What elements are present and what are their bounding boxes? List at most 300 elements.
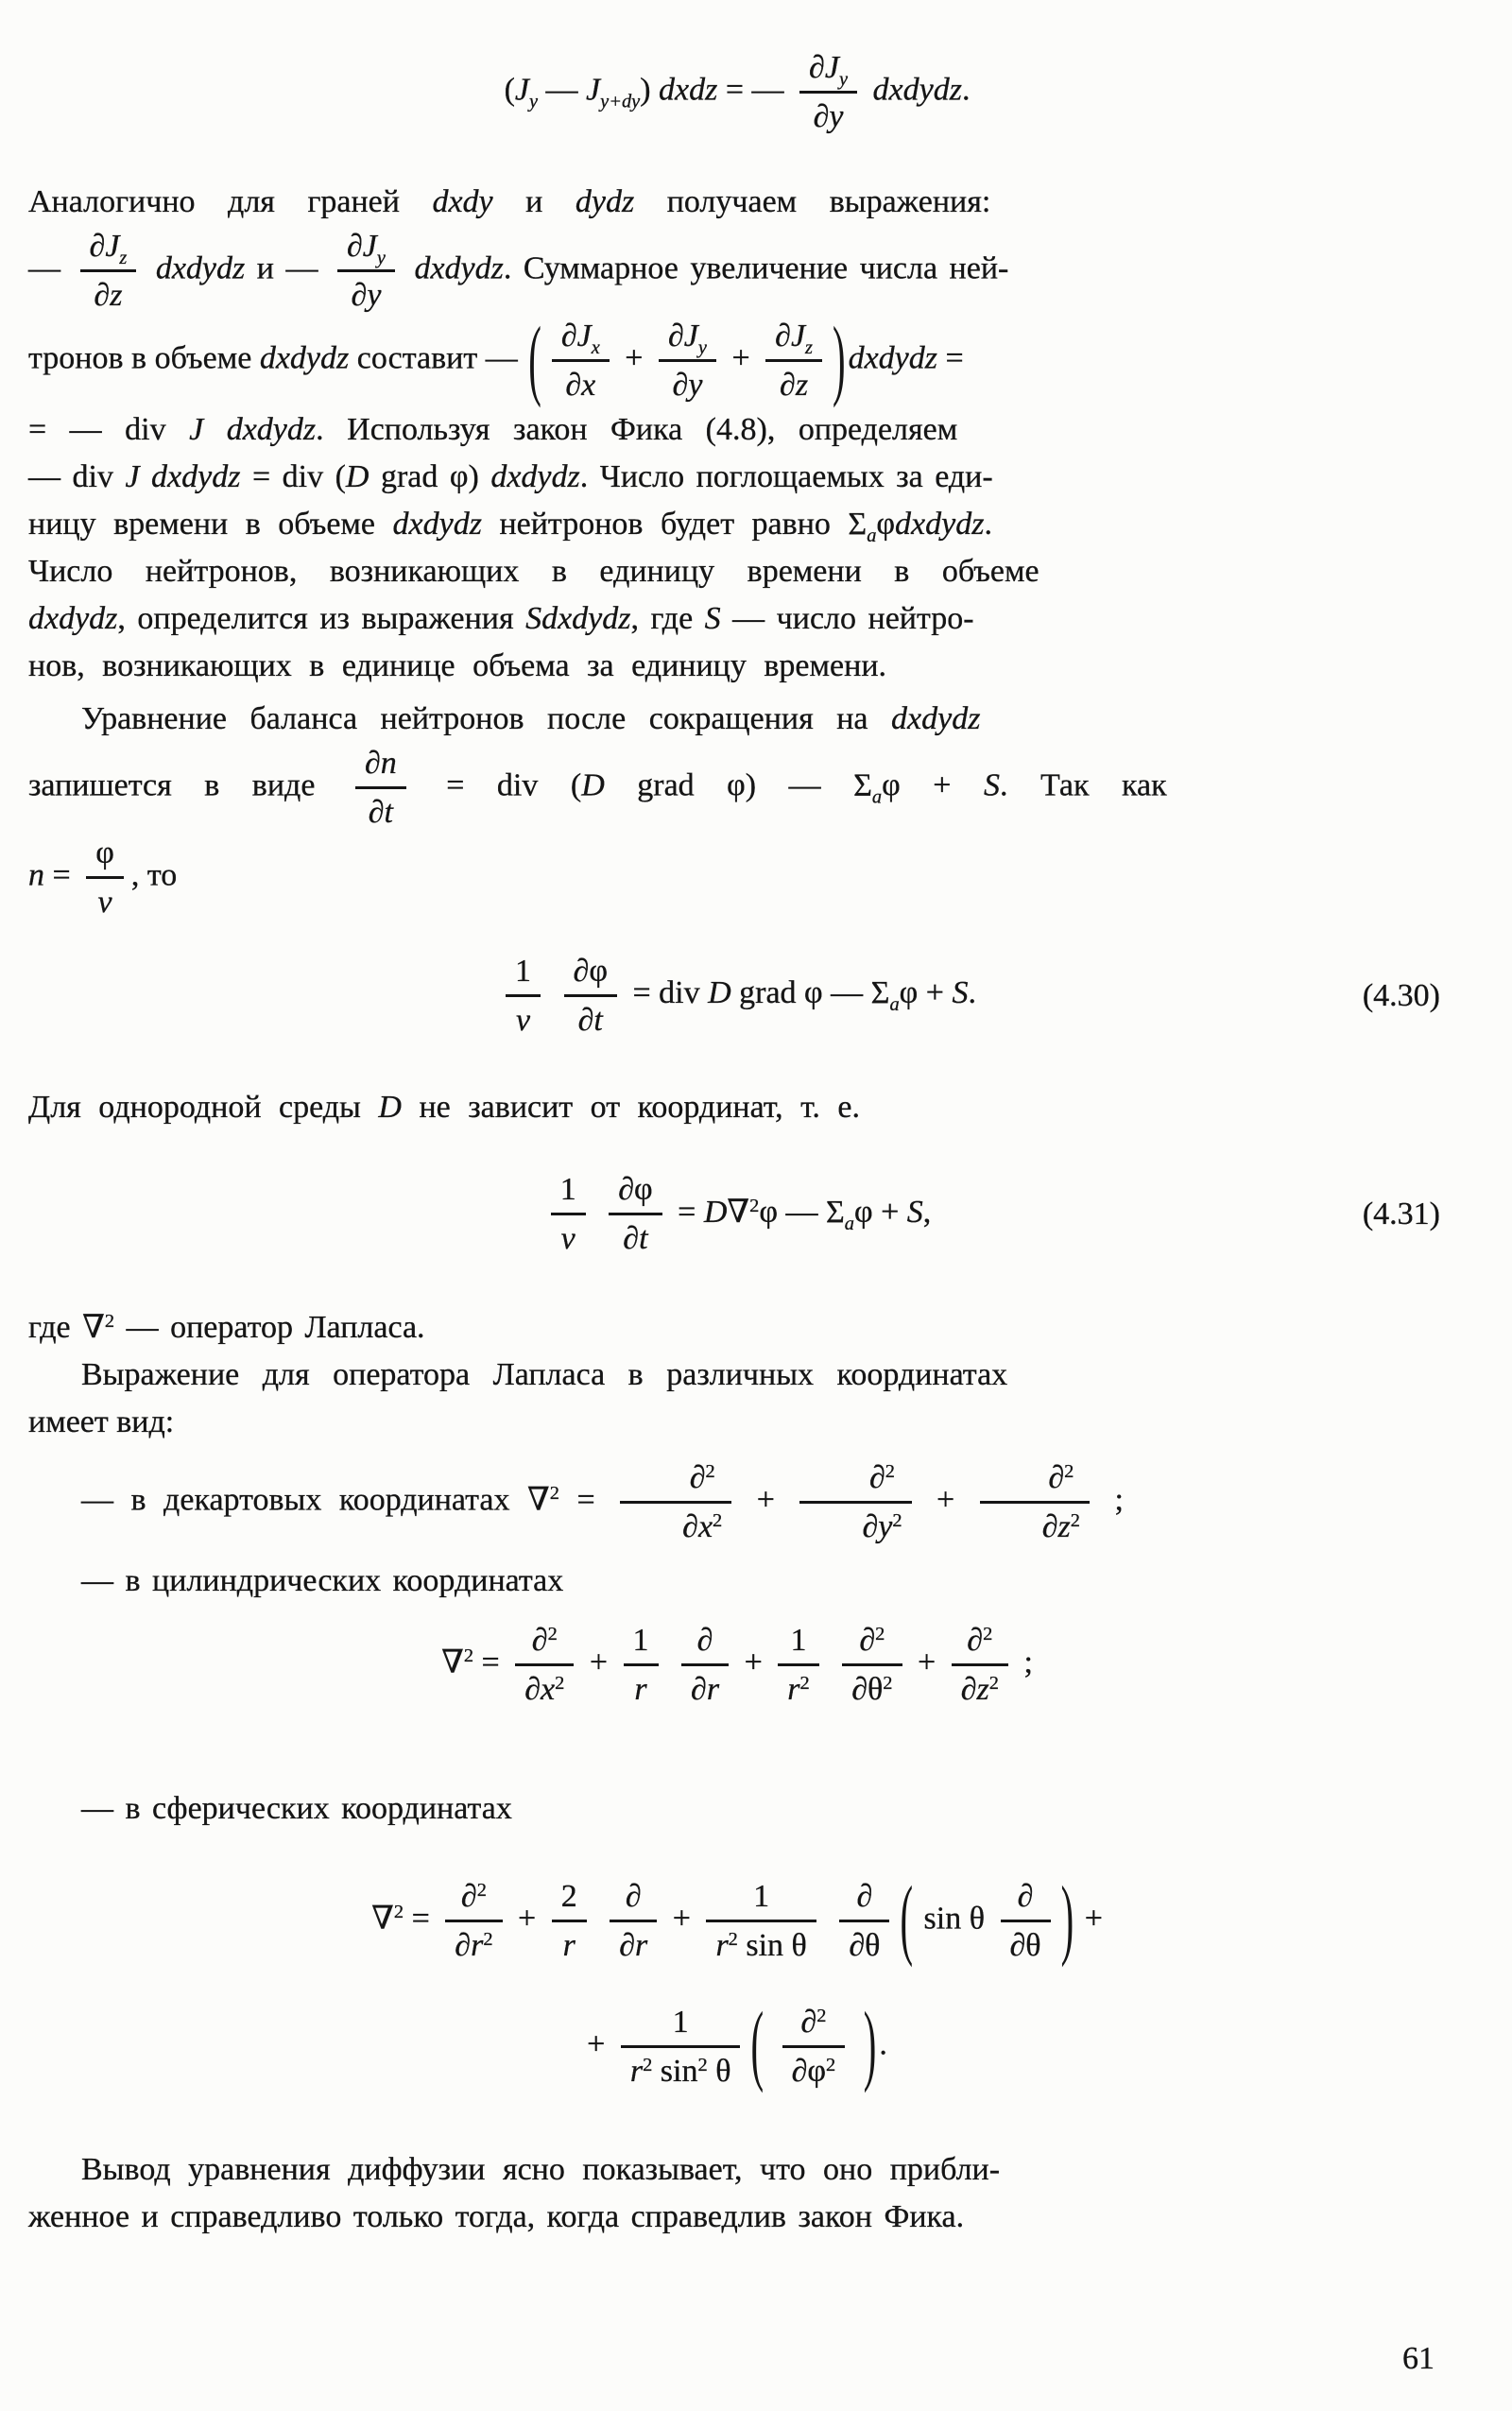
math-superscript: 2 — [393, 1901, 404, 1922]
math-variable: J — [576, 319, 592, 354]
math-text: — div — [28, 458, 126, 494]
math-text: и — — [245, 250, 330, 286]
math-variable: S — [906, 1194, 923, 1230]
math-text: ∂ — [856, 1878, 873, 1914]
math-variable: dydz — [575, 184, 635, 220]
math-text: + — [919, 1482, 972, 1518]
math-text: = div ( — [413, 766, 582, 802]
math-text: ∂ — [346, 229, 363, 265]
math-text — [403, 251, 415, 286]
math-text — [852, 2026, 861, 2061]
math-fraction — [952, 1620, 1008, 1710]
text-line: нов, возникающих в единице объема за единицу времени. — [28, 647, 887, 683]
math-fraction — [621, 2002, 741, 2092]
text-line: Вывод уравнения диффузии ясно показывает, что оно прибли- — [81, 2152, 1001, 2188]
math-text: 1 — [790, 1622, 807, 1658]
math-subscript: z — [805, 337, 813, 359]
math-fraction — [609, 1169, 662, 1259]
math-subscript: a — [889, 994, 900, 1016]
equation-number: (4.31) — [1362, 1196, 1440, 1231]
math-text: ∂ — [967, 1622, 984, 1658]
math-text — [824, 1901, 833, 1936]
math-text: φ — Σ — [759, 1194, 845, 1230]
math-text: grad φ — Σ — [730, 975, 890, 1011]
math-text: + — [1076, 1901, 1103, 1937]
math-text: 1 — [672, 2004, 689, 2040]
math-superscript: 2 — [885, 1461, 895, 1483]
math-variable: Sdxdydz — [525, 600, 631, 636]
math-fraction — [765, 316, 822, 405]
text-line — [28, 226, 1446, 316]
math-text: ∇ — [441, 1644, 464, 1679]
math-text: ∂ — [691, 1671, 707, 1707]
math-variable: D — [708, 975, 731, 1011]
math-fraction — [842, 1620, 902, 1710]
math-text: . — [961, 72, 971, 108]
math-text: запишется в виде — [28, 766, 348, 802]
math-superscript: 2 — [728, 1928, 738, 1950]
math-text: ∂ — [780, 368, 796, 404]
math-variable: dxdydz — [848, 340, 937, 376]
math-fraction — [620, 1457, 731, 1547]
math-text: 1 — [559, 1172, 576, 1208]
text-line — [28, 501, 1446, 548]
paragraph-laplace-operator — [28, 1304, 1446, 1446]
math-subscript: x — [591, 337, 600, 359]
math-text: ∂ — [619, 1927, 636, 1963]
math-variable: dxdydz — [895, 506, 985, 542]
math-text: ∂ — [623, 1221, 640, 1257]
math-text: ∂ — [94, 278, 111, 314]
math-text: . — [984, 506, 992, 542]
math-paren: ) — [832, 308, 846, 409]
math-text: ∂ — [524, 1671, 541, 1707]
math-text: ∇ — [371, 1901, 394, 1937]
math-text — [144, 251, 156, 286]
math-superscript: 2 — [749, 1195, 760, 1216]
math-variable: dxdydz — [259, 340, 350, 376]
math-text: , — [922, 1194, 932, 1230]
math-variable: dxdz — [659, 72, 718, 108]
math-text: ∂φ — [573, 953, 608, 989]
math-variable: x — [697, 1509, 713, 1545]
math-variable: S — [952, 975, 969, 1011]
math-variable: dxdydz — [490, 458, 580, 494]
math-text: где ∇ — [28, 1310, 105, 1346]
math-text: — — [538, 72, 587, 108]
math-text: ∂ — [696, 1622, 713, 1658]
math-superscript: 2 — [875, 1623, 885, 1645]
math-paren: ( — [750, 1994, 765, 2094]
math-variable: r — [635, 1927, 648, 1963]
math-text: ∂ — [813, 99, 830, 135]
equation-4-31 — [28, 1169, 1446, 1259]
math-variable: dxdydz — [392, 506, 482, 542]
math-text: θ — [707, 2053, 731, 2089]
math-variable: dxdydz — [155, 250, 246, 286]
text-line — [28, 833, 1446, 922]
math-text — [827, 1645, 835, 1679]
math-text: ∂ — [809, 50, 825, 85]
math-text: ; — [1015, 1644, 1033, 1679]
equation-4-30 — [28, 951, 1446, 1041]
text-line — [28, 406, 1446, 454]
math-subscript: a — [871, 786, 883, 808]
math-text: составит — — [349, 340, 526, 376]
text-line: имеет вид: — [28, 1404, 175, 1440]
equation-flux-balance — [28, 47, 1446, 137]
math-variable: r — [715, 1927, 729, 1963]
math-superscript: 2 — [988, 1672, 999, 1694]
math-superscript: 2 — [643, 2054, 653, 2075]
math-text: ) — [640, 72, 660, 108]
math-text: ∂ — [862, 1509, 879, 1545]
math-paren: ( — [528, 308, 541, 409]
paragraph-homogeneous-medium — [28, 1084, 1446, 1131]
math-superscript: 2 — [892, 1510, 902, 1532]
math-subscript: y — [376, 248, 386, 269]
page-number: 61 — [1402, 2341, 1435, 2377]
math-text: ∂ — [868, 1460, 885, 1496]
math-text: sin θ — [737, 1927, 807, 1963]
math-text: Уравнение баланса нейтронов после сокращения на — [81, 700, 892, 736]
math-text: = — [473, 1644, 508, 1679]
math-text: ∂ — [455, 1927, 472, 1963]
list-item-cylindrical: — в цилиндрических координатах — [81, 1562, 564, 1598]
math-variable: dxdydz — [872, 72, 962, 108]
math-text: Аналогично для граней — [28, 184, 433, 220]
math-superscript: 2 — [1070, 1510, 1080, 1532]
math-text: ∂ — [531, 1622, 548, 1658]
math-fraction — [706, 1876, 816, 1966]
math-text: + — [587, 2026, 613, 2062]
math-text: ; — [1096, 1482, 1124, 1518]
math-superscript: 2 — [983, 1623, 993, 1645]
math-text: ∂φ — [618, 1172, 653, 1208]
math-text — [865, 72, 873, 107]
math-text: ∂ — [667, 319, 684, 354]
math-superscript: 2 — [1064, 1461, 1074, 1483]
math-text: ∂ — [859, 1622, 876, 1658]
math-text: ∂ — [800, 2004, 817, 2040]
list-item-spherical: — в сферических координатах — [81, 1790, 512, 1826]
math-text: grad φ) — [369, 458, 491, 494]
math-text: ∂ — [672, 368, 689, 404]
equation-laplacian-spherical-line2 — [28, 1994, 1446, 2094]
math-text: ∂ — [689, 1460, 706, 1496]
text-line: женное и справедливо только тогда, когда справедлив закон Фика. — [28, 2199, 965, 2235]
math-variable: z — [795, 368, 809, 404]
math-variable: v — [560, 1221, 576, 1257]
math-text: получаем выражения: — [634, 184, 991, 220]
math-subscript: a — [867, 525, 877, 546]
math-variable: dxdy — [432, 184, 493, 220]
math-text: ∂ — [577, 1003, 594, 1039]
equation-number: (4.30) — [1362, 977, 1440, 1013]
math-text: ∂ — [368, 794, 385, 830]
math-text: φ — [876, 506, 896, 542]
math-text: тронов в объеме — [28, 340, 260, 376]
math-text: 1 — [632, 1622, 649, 1658]
math-text: ∂ — [1048, 1460, 1065, 1496]
text-line — [28, 179, 1446, 226]
math-fraction — [86, 833, 124, 922]
math-variable: n — [380, 745, 397, 781]
math-text — [593, 1195, 602, 1230]
paragraph-balance-equation — [28, 696, 1446, 922]
math-variable: r — [629, 2053, 644, 2089]
math-superscript: 2 — [463, 1645, 474, 1666]
math-subscript-wrap — [600, 92, 640, 112]
math-variable: r — [706, 1671, 720, 1707]
math-variable: dxdydz — [28, 600, 118, 636]
math-variable: J — [125, 458, 140, 494]
math-text: ∂ — [682, 1509, 698, 1545]
math-fraction — [799, 1457, 911, 1547]
math-fraction — [839, 1876, 889, 1966]
math-variable: S — [704, 600, 721, 636]
math-text: φ — [95, 835, 114, 870]
equation-laplacian-spherical-line1 — [28, 1868, 1446, 1969]
math-text: ∂θ — [849, 1927, 881, 1963]
math-fraction — [610, 1876, 657, 1966]
math-text — [548, 975, 557, 1010]
math-subscript-wrap — [698, 338, 707, 359]
math-text: ∂ — [775, 319, 791, 354]
math-text: — в декартовых координатах ∇ — [81, 1482, 550, 1518]
math-fraction — [80, 226, 137, 316]
paragraph-neutron-increase — [28, 179, 1446, 689]
math-variable: y — [367, 278, 382, 314]
math-variable: x — [581, 368, 596, 404]
math-text — [766, 2026, 775, 2061]
math-superscript: 2 — [104, 1311, 115, 1333]
math-text: . Суммарное увеличение числа ней- — [503, 250, 1009, 286]
math-variable: r — [471, 1927, 484, 1963]
math-text — [203, 412, 227, 447]
math-variable: t — [593, 1003, 603, 1039]
math-text: = — [44, 857, 79, 893]
equation-body — [543, 1172, 932, 1257]
math-text: 2 — [560, 1878, 577, 1914]
math-text: = — div — [28, 411, 190, 447]
math-text: = — [558, 1482, 613, 1518]
math-subscript-wrap — [845, 1214, 854, 1234]
text-line — [28, 595, 1446, 643]
text-line — [28, 743, 1446, 833]
math-variable: t — [384, 794, 393, 830]
math-text: ∂ — [1017, 1878, 1034, 1914]
math-superscript: 2 — [883, 1672, 893, 1694]
math-text: φ + — [853, 1194, 907, 1230]
math-text: + — [581, 1644, 616, 1679]
math-text: = div — [624, 975, 709, 1011]
math-variable: D — [703, 1194, 728, 1230]
math-variable: t — [639, 1221, 648, 1257]
math-subscript-wrap — [119, 248, 127, 268]
math-variable: dxdydz — [151, 458, 241, 494]
math-variable: J — [514, 72, 529, 108]
math-superscript: 2 — [483, 1928, 493, 1950]
math-subscript: y — [528, 91, 539, 112]
math-subscript: y — [697, 337, 707, 359]
math-fraction — [778, 1620, 818, 1710]
math-text: ∂ — [364, 745, 381, 781]
math-variable: y — [829, 99, 844, 135]
math-text: sin — [652, 2053, 698, 2089]
math-text — [666, 1645, 675, 1679]
math-text: и — [492, 184, 576, 220]
math-text: . Так как — [999, 766, 1167, 802]
math-variable: J — [362, 229, 377, 265]
text-line: Число нейтронов, возникающих в единицу времени в объеме — [28, 553, 1040, 589]
math-text: ∂ — [460, 1878, 477, 1914]
math-variable: r — [787, 1671, 800, 1707]
math-text: = — [937, 340, 964, 376]
math-variable: J — [824, 50, 839, 85]
math-variable: S — [983, 766, 1000, 802]
math-fraction — [515, 1620, 574, 1710]
math-fraction — [980, 1457, 1090, 1547]
math-text: = — [404, 1901, 438, 1937]
math-superscript: 2 — [697, 2054, 708, 2075]
math-text: + — [736, 1644, 771, 1679]
math-variable: J — [790, 319, 806, 354]
math-subscript-wrap — [377, 248, 386, 268]
math-variable: x — [541, 1671, 556, 1707]
math-variable: n — [28, 857, 44, 893]
math-text: . Число поглощаемых за еди- — [579, 458, 993, 494]
math-text: . — [879, 2026, 887, 2062]
math-superscript: 2 — [476, 1879, 487, 1901]
math-text: ∇ — [727, 1194, 750, 1230]
math-text: ( — [504, 72, 515, 108]
math-text — [140, 459, 152, 494]
math-superscript: 2 — [826, 2054, 836, 2075]
math-variable: D — [378, 1090, 402, 1126]
text-line — [28, 308, 1446, 409]
text-line — [28, 454, 1446, 501]
math-text: + — [739, 1482, 793, 1518]
math-text: 1 — [515, 953, 532, 989]
math-variable: J — [189, 411, 204, 447]
math-text: — — [28, 250, 73, 286]
math-paren: ) — [863, 1994, 877, 2094]
text-line — [28, 1304, 1446, 1352]
math-variable: dxdydz — [891, 700, 981, 736]
math-text: ∂ — [625, 1878, 642, 1914]
math-fraction — [551, 1169, 586, 1259]
math-text: = — — [717, 72, 793, 108]
math-text: 1 — [753, 1878, 770, 1914]
math-subscript: a — [844, 1213, 854, 1234]
math-variable: J — [683, 319, 698, 354]
math-text: — оператор Лапласа. — [114, 1310, 425, 1346]
math-subscript-wrap — [867, 525, 876, 546]
math-text: + — [664, 1901, 699, 1937]
math-text: ∂ — [1041, 1509, 1058, 1545]
math-fraction — [782, 2002, 846, 2092]
math-superscript: 2 — [555, 1672, 565, 1694]
math-text: , то — [130, 857, 178, 893]
math-text: ∂θ — [1009, 1927, 1041, 1963]
math-text: ∂ — [560, 319, 577, 354]
math-variable: v — [515, 1003, 531, 1039]
math-fraction — [564, 951, 617, 1041]
math-subscript: y+dy — [600, 91, 641, 112]
math-subscript-wrap — [529, 92, 538, 112]
math-text: + — [723, 340, 759, 376]
math-text: ницу времени в объеме — [28, 506, 393, 542]
list-item-cartesian — [28, 1457, 1446, 1547]
math-fraction — [506, 951, 541, 1041]
math-variable: r — [562, 1927, 576, 1963]
equation-laplacian-cylindrical — [28, 1620, 1446, 1710]
math-paren: ) — [1060, 1868, 1074, 1969]
math-variable: y — [688, 368, 703, 404]
math-superscript: 2 — [549, 1483, 559, 1505]
math-superscript: 2 — [799, 1672, 810, 1694]
math-variable: z — [976, 1671, 989, 1707]
math-fraction — [681, 1620, 729, 1710]
math-text: . Используя закон Фика (4.8), определяем — [316, 411, 958, 447]
math-subscript-wrap — [805, 338, 813, 359]
text-line: Выражение для оператора Лапласа в различных координатах — [81, 1357, 1008, 1393]
math-variable: z — [1057, 1509, 1071, 1545]
math-text: не зависит от координат, т. е. — [401, 1090, 861, 1126]
math-subscript: z — [119, 248, 128, 269]
math-fraction — [624, 1620, 659, 1710]
math-variable: D — [345, 458, 369, 494]
math-text — [594, 1901, 603, 1936]
math-subscript: y — [838, 69, 849, 91]
math-text: = — [669, 1194, 704, 1230]
math-text: ∂ — [960, 1671, 977, 1707]
math-variable: dxdydz — [414, 250, 504, 286]
math-text: — число нейтро- — [720, 600, 974, 636]
math-text: Для однородной среды — [28, 1090, 379, 1126]
math-text: ∂ — [351, 278, 368, 314]
math-variable: y — [878, 1509, 893, 1545]
math-text: grad φ) — Σ — [604, 766, 872, 802]
math-variable: J — [586, 72, 601, 108]
math-superscript: 2 — [705, 1461, 715, 1483]
math-subscript-wrap — [872, 786, 882, 807]
equation-body — [498, 953, 976, 1039]
math-text: = div ( — [240, 458, 346, 494]
math-variable: J — [105, 229, 120, 265]
math-variable: dxdydz — [226, 411, 317, 447]
math-subscript-wrap — [889, 994, 899, 1015]
math-superscript: 2 — [816, 2005, 827, 2026]
math-text: + — [509, 1901, 544, 1937]
math-text: нейтронов будет равно Σ — [481, 506, 868, 542]
math-variable: z — [110, 278, 123, 314]
math-text: ∂φ — [791, 2053, 827, 2089]
math-text: ∂θ — [851, 1671, 884, 1707]
math-fraction — [799, 47, 857, 137]
math-text: φ + — [882, 766, 984, 802]
math-variable: D — [581, 766, 605, 802]
math-text: + — [616, 340, 651, 376]
math-fraction — [659, 316, 716, 405]
math-superscript: 2 — [547, 1623, 558, 1645]
math-fraction — [1001, 1876, 1051, 1966]
text-line — [28, 696, 1446, 743]
math-fraction — [355, 743, 406, 833]
math-text: + — [909, 1644, 944, 1679]
math-fraction — [445, 1876, 502, 1966]
